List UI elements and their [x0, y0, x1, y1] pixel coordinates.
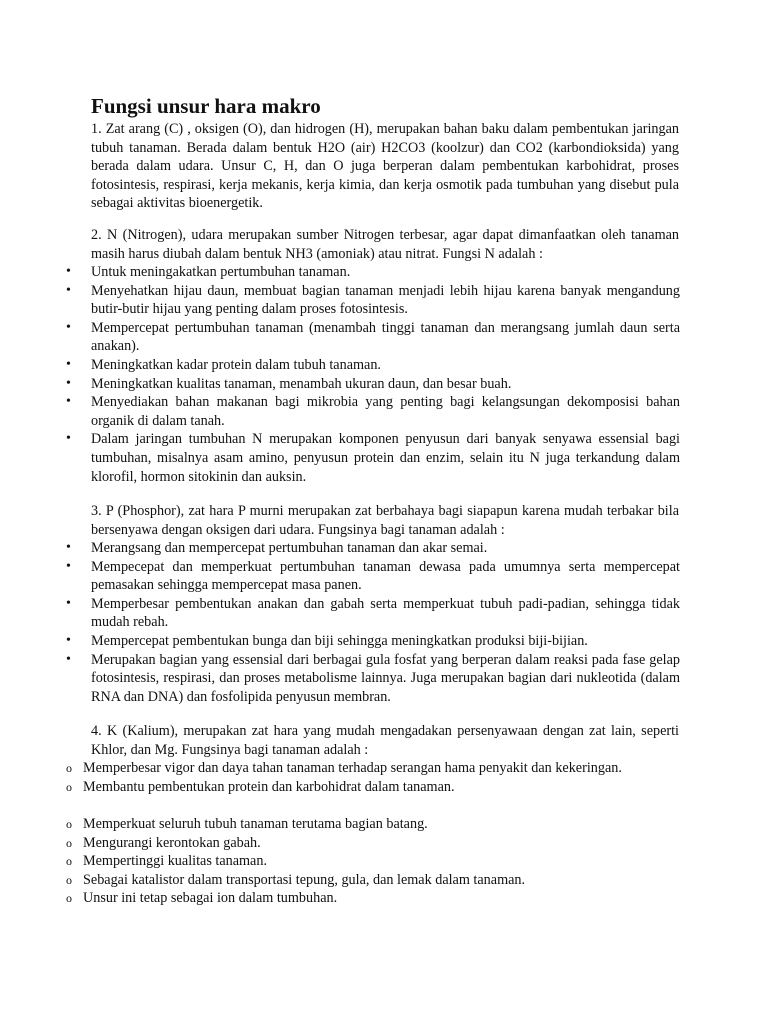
circle-bullet-icon: o: [66, 779, 72, 794]
list-item: • Merupakan bagian yang essensial dari berbagai gula fosfat yang berperan dalam reaksi pada fase gelap fotosintesis, respirasi, dan proses metabolisme lainnya. Juga merupakan bagian dari nukleotida (dalam RNA dan DNA) dan fosfolipida penyusun membran.: [66, 651, 680, 705]
section-3-intro: 3. P (Phosphor), zat hara P murni merupakan zat berbahaya bagi siapapun karena mudah terbakar bila bersenyawa dengan oksigen dari udara. Fungsinya bagi tanaman adalah :: [91, 503, 679, 538]
section-4-intro: 4. K (Kalium), merupakan zat hara yang mudah mengadakan persenyawaan dengan zat lain, seperti Khlor, dan Mg. Fungsinya bagi tanaman adalah :: [91, 723, 679, 758]
bullet-icon: •: [66, 540, 71, 555]
bullet-icon: •: [66, 264, 71, 279]
bullet-icon: •: [66, 282, 71, 298]
list-item: • Menyediakan bahan makanan bagi mikrobia yang penting bagi kelangsungan dekomposisi bahan organik di dalam tanah.: [66, 394, 680, 429]
list-item: o Unsur ini tetap sebagai ion dalam tumbuhan.: [66, 890, 338, 907]
list-item: o Sebagai katalistor dalam transportasi tepung, gula, dan lemak dalam tanaman.: [66, 871, 526, 888]
bullet-icon: •: [66, 558, 71, 574]
circle-bullet-icon: o: [66, 854, 72, 869]
list-item: o Memperbesar vigor dan daya tahan tanaman terhadap serangan hama penyakit dan kekeringan.: [66, 760, 622, 776]
list-item: • Untuk meningakatkan pertumbuhan tanaman.: [66, 264, 351, 280]
circle-bullet-icon: o: [66, 872, 72, 887]
bullet-icon: •: [66, 375, 71, 391]
section-3-list: [0, 539, 680, 706]
circle-bullet-icon: o: [66, 891, 72, 906]
bullet-icon: •: [66, 632, 71, 648]
section-2-list: [0, 263, 680, 486]
list-item: • Mempercepat pembentukan bunga dan biji sehingga meningkatkan produksi biji-bijian.: [66, 632, 588, 649]
section-1-intro: 1. Zat arang (C) , oksigen (O), dan hidrogen (H), merupakan bahan baku dalam pembentukan jaringan tubuh tanaman. Berada dalam bentuk H2O (air) H2CO3 (koolzur) dan CO2 (karbondioksida) yang berada dalam udara. Unsur C, H, dan O juga berperan dalam pembentukan karbohidrat, proses fotosintesis, respirasi, kerja mekanis, kerja kimia, dan kerja osmotik pada tumbuhan yang disebut pula sebagai aktivitas bioenergetik.: [91, 121, 679, 212]
list-item: • Menyehatkan hijau daun, membuat bagian tanaman menjadi lebih hijau karena banyak mengandung butir-butir hijau yang penting dalam proses fotosintesis.: [66, 282, 680, 318]
bullet-icon: •: [66, 651, 71, 667]
list-item: • Mempecepat dan memperkuat pertumbuhan tanaman dewasa pada umumnya serta mempercepat pemasakan sehingga mempercepat masa panen.: [66, 558, 680, 594]
bullet-icon: •: [66, 595, 71, 611]
list-item: o Mempertinggi kualitas tanaman.: [66, 853, 267, 870]
section-4-list-b: [0, 815, 680, 908]
list-item: • Dalam jaringan tumbuhan N merupakan komponen penyusun dari banyak senyawa essensial bagi tumbuhan, misalnya asam amino, penyusun protein dan enzim, selain itu N juga terkandung dalam klorofil, hormon sitokinin dan auksin.: [66, 431, 680, 485]
bullet-icon: •: [66, 319, 71, 335]
list-item: • Meningkatkan kualitas tanaman, menambah ukuran daun, dan besar buah.: [66, 375, 512, 392]
list-item: • Mempercepat pertumbuhan tanaman (menambah tinggi tanaman dan merangsang jumlah daun serta anakan).: [66, 319, 680, 355]
bullet-icon: •: [66, 394, 71, 410]
list-item: • Merangsang dan mempercepat pertumbuhan tanaman dan akar semai.: [66, 540, 488, 556]
page-title: Fungsi unsur hara makro: [91, 94, 321, 118]
circle-bullet-icon: o: [66, 835, 72, 850]
list-item: o Mengurangi kerontokan gabah.: [66, 834, 261, 851]
list-item: o Membantu pembentukan protein dan karbohidrat dalam tanaman.: [66, 778, 455, 795]
circle-bullet-icon: o: [66, 817, 72, 831]
list-item: • Memperbesar pembentukan anakan dan gabah serta memperkuat tubuh padi-padian, sehingga tidak mudah rebah.: [66, 595, 680, 631]
bullet-icon: •: [66, 356, 71, 372]
bullet-icon: •: [66, 431, 71, 447]
section-4-list-a: [0, 759, 680, 796]
section-2-intro: 2. N (Nitrogen), udara merupakan sumber Nitrogen terbesar, agar dapat dimanfaatkan oleh tanaman masih harus diubah dalam bentuk NH3 (amoniak) atau nitrat. Fungsi N adalah :: [91, 227, 679, 262]
list-item: • Meningkatkan kadar protein dalam tubuh tanaman.: [66, 356, 381, 373]
list-item: o Memperkuat seluruh tubuh tanaman terutama bagian batang.: [66, 816, 428, 832]
circle-bullet-icon: o: [66, 761, 72, 775]
